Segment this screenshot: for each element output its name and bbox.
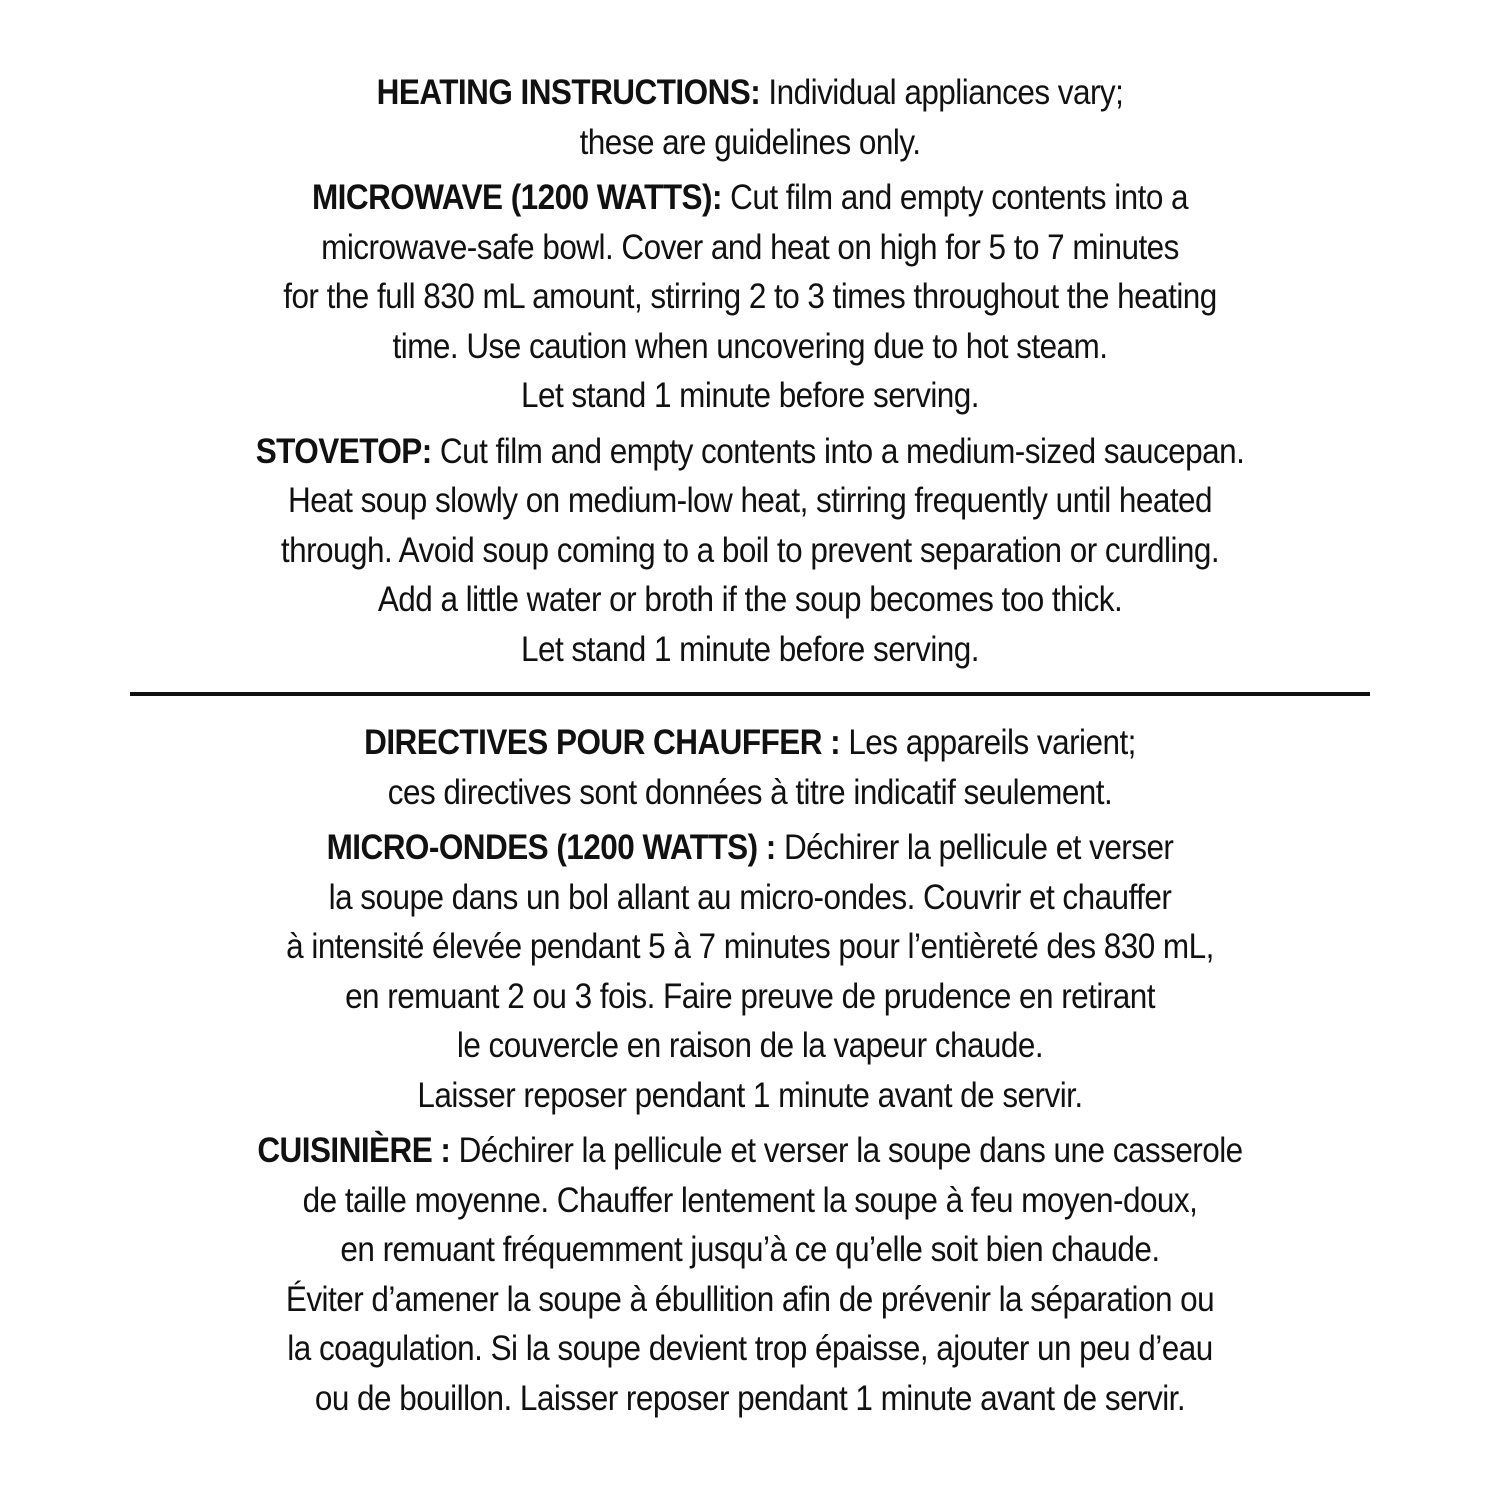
stovetop-block-fr: [130, 1126, 1370, 1423]
text-line: Add a little water or broth if the soup becomes too thick.: [377, 580, 1123, 619]
text-line: à intensité élevée pendant 5 à 7 minutes pour l’entièreté des 830 mL,: [286, 927, 1214, 966]
text-line: de taille moyenne. Chauffer lentement la soupe à feu moyen-doux,: [302, 1180, 1198, 1220]
text-line: DIRECTIVES POUR CHAUFFER : Les appareils varient;: [364, 723, 1136, 762]
text-line: Heat soup slowly on medium-low heat, stirring frequently until heated: [288, 481, 1212, 520]
section-divider: [130, 692, 1370, 696]
text-line: Laisser reposer pendant 1 minute avant de servir.: [417, 1075, 1083, 1115]
heading: MICROWAVE (1200 WATTS):: [311, 178, 722, 217]
text-line: STOVETOP: Cut film and empty contents into a medium-sized saucepan.: [255, 431, 1245, 471]
text-line: MICRO-ONDES (1200 WATTS) : Déchirer la pellicule et verser: [326, 828, 1174, 867]
stovetop-block: [130, 427, 1370, 675]
text-line: through. Avoid soup coming to a boil to prevent separation or curdling.: [280, 530, 1220, 570]
text-line: Let stand 1 minute before serving.: [521, 629, 979, 669]
text-line: HEATING INSTRUCTIONS: Individual appliances vary;: [376, 73, 1124, 112]
heading: HEATING INSTRUCTIONS:: [376, 73, 761, 112]
french-section: [130, 718, 1370, 1429]
text-line: ces directives sont données à titre indicatif seulement.: [387, 772, 1113, 812]
text-line: microwave-safe bowl. Cover and heat on high for 5 to 7 minutes: [321, 227, 1179, 267]
heading: CUISINIÈRE :: [257, 1131, 451, 1170]
text-line: Let stand 1 minute before serving.: [521, 376, 979, 415]
microwave-block-fr: [130, 823, 1370, 1120]
heading: DIRECTIVES POUR CHAUFFER :: [364, 723, 841, 762]
text-line: these are guidelines only.: [579, 122, 921, 162]
text-line: en remuant fréquemment jusqu’à ce qu’elle soit bien chaude.: [340, 1230, 1160, 1269]
text-line: MICROWAVE (1200 WATTS): Cut film and empty contents into a: [311, 178, 1189, 217]
text-line: time. Use caution when uncovering due to hot steam.: [392, 326, 1108, 366]
text-line: CUISINIÈRE : Déchirer la pellicule et verser la soupe dans une casserole: [257, 1131, 1243, 1170]
microwave-block: [130, 173, 1370, 421]
heating-instructions-block-fr: [130, 718, 1370, 817]
heading: MICRO-ONDES (1200 WATTS) :: [326, 828, 776, 867]
english-section: [130, 68, 1370, 680]
heating-instructions-block: [130, 68, 1370, 167]
text-line: en remuant 2 ou 3 fois. Faire preuve de prudence en retirant: [345, 976, 1155, 1016]
text-line: le couvercle en raison de la vapeur chaude.: [456, 1026, 1044, 1065]
text-line: la coagulation. Si la soupe devient trop épaisse, ajouter un peu d’eau: [287, 1329, 1213, 1368]
text-line: la soupe dans un bol allant au micro-ondes. Couvrir et chauffer: [328, 877, 1172, 917]
text-line: Éviter d’amener la soupe à ébullition afin de prévenir la séparation ou: [285, 1279, 1215, 1319]
text-line: ou de bouillon. Laisser reposer pendant 1 minute avant de servir.: [314, 1378, 1186, 1418]
heading: STOVETOP:: [255, 431, 432, 471]
text-line: for the full 830 mL amount, stirring 2 to 3 times throughout the heating: [283, 277, 1217, 316]
